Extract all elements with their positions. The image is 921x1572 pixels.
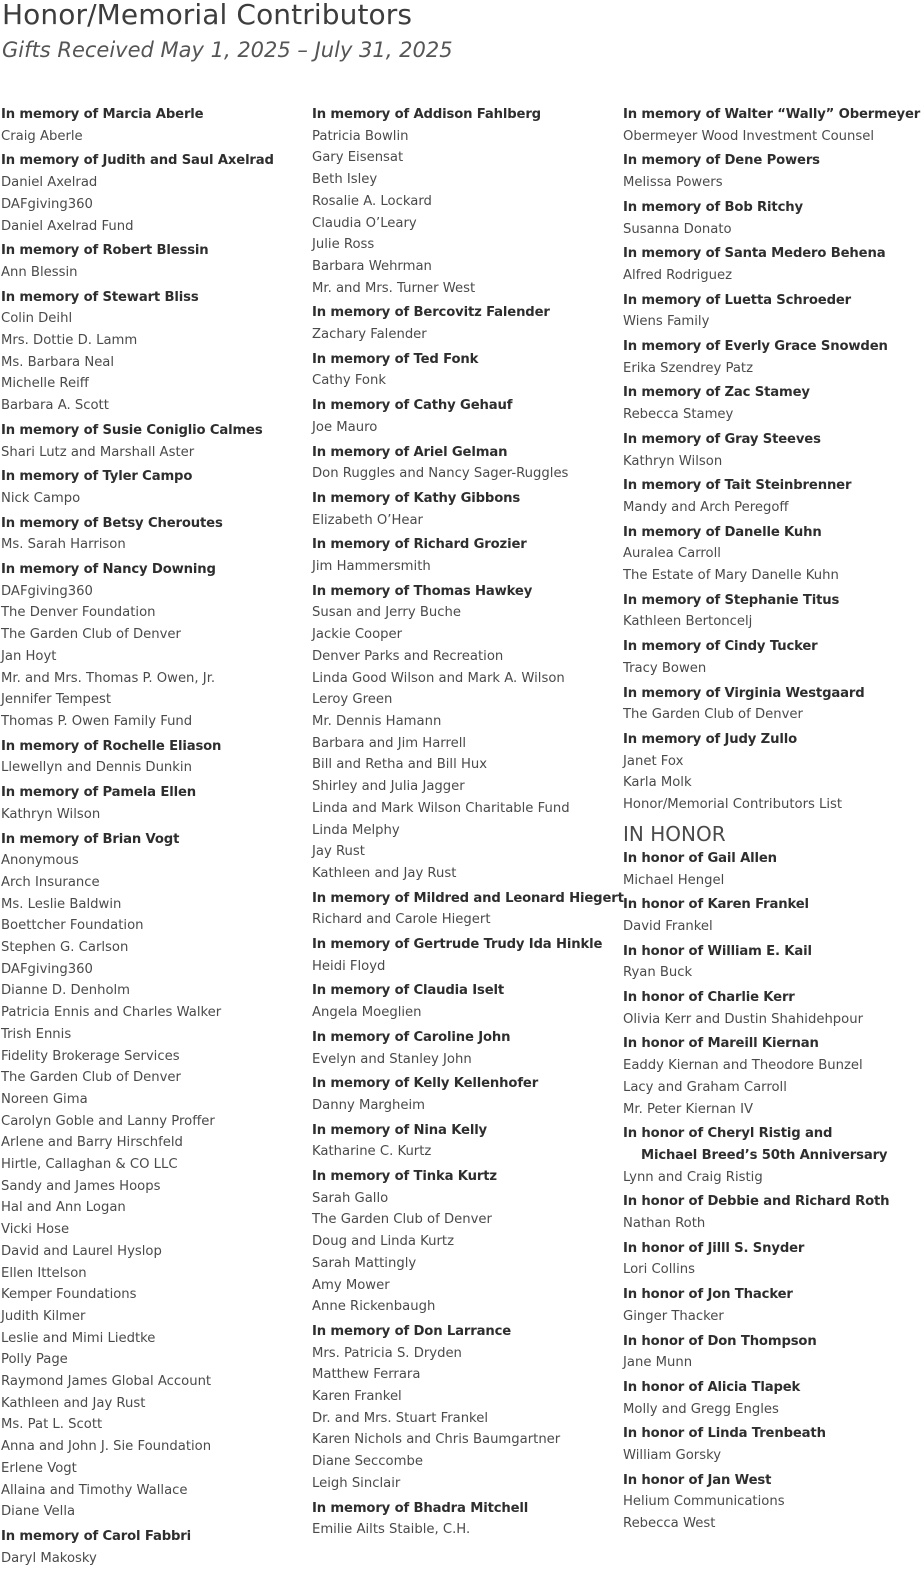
contributor-name: Honor/Memorial Contributors List	[623, 797, 843, 813]
contributor-name: Helium Communications	[623, 1494, 785, 1510]
tribute-group	[623, 1123, 921, 1188]
contributor-name: Olivia Kerr and Dustin Shahidehpour	[623, 1011, 864, 1027]
contributor-name: Beth Isley	[312, 172, 378, 188]
tribute-heading: In memory of Tyler Campo	[1, 469, 193, 485]
tribute-group	[312, 1498, 617, 1541]
tribute-group	[312, 488, 617, 531]
contributor-name: Mr. Dennis Hamann	[312, 713, 442, 729]
contributor-name: Alfred Rodriguez	[623, 267, 732, 283]
tribute-heading: In honor of William E. Kail	[623, 943, 812, 959]
contributor-name: The Denver Foundation	[1, 605, 156, 621]
contributor-name: Sarah Gallo	[312, 1190, 389, 1206]
tribute-group	[312, 302, 617, 345]
tribute-group	[312, 349, 617, 392]
tribute-heading: In memory of Claudia Iselt	[312, 983, 505, 999]
tribute-group	[623, 1470, 921, 1535]
tribute-group	[312, 1120, 617, 1163]
contributor-name: Thomas P. Owen Family Fund	[1, 713, 193, 729]
tribute-heading: In memory of Zac Stamey	[623, 385, 810, 401]
tribute-heading: In memory of Gray Steeves	[623, 431, 821, 447]
tribute-heading: In memory of Caroline John	[312, 1029, 511, 1045]
tribute-heading: In memory of Bhadra Mitchell	[312, 1500, 529, 1516]
tribute-heading: In memory of Stephanie Titus	[623, 592, 840, 608]
tribute-heading: In memory of Ariel Gelman	[312, 444, 508, 460]
tribute-group	[312, 581, 617, 885]
contributor-name: Denver Parks and Recreation	[312, 648, 504, 664]
tribute-heading: Michael Breed’s 50th Anniversary	[641, 1147, 888, 1163]
contributor-name: Ellen Ittelson	[1, 1265, 87, 1281]
tribute-heading: In memory of Marcia Aberle	[1, 107, 204, 122]
contributor-name: Kathleen and Jay Rust	[312, 865, 457, 881]
tribute-group	[623, 1423, 921, 1466]
contributor-name: Dianne D. Denholm	[1, 983, 131, 999]
contributor-name: Ginger Thacker	[623, 1308, 724, 1324]
contributor-name: Shari Lutz and Marshall Aster	[1, 444, 195, 460]
contributor-name: Kathryn Wilson	[1, 806, 101, 822]
tribute-heading: In honor of Debbie and Richard Roth	[623, 1194, 890, 1210]
contributor-name: The Garden Club of Denver	[623, 707, 803, 723]
contributor-name: Sandy and James Hoops	[1, 1178, 161, 1194]
contributor-name: Boettcher Foundation	[1, 918, 144, 934]
contributor-name: Dr. and Mrs. Stuart Frankel	[312, 1410, 489, 1426]
contributor-name: Tracy Bowen	[623, 660, 707, 676]
contributor-name: Hal and Ann Logan	[1, 1200, 126, 1216]
contributor-name: Stephen G. Carlson	[1, 940, 129, 956]
tribute-group	[1, 559, 306, 733]
contributors-column-3	[623, 104, 921, 1538]
tribute-group	[623, 429, 921, 472]
tribute-group	[623, 1033, 921, 1120]
tribute-group	[623, 941, 921, 984]
tribute-group	[623, 987, 921, 1030]
tribute-group	[1, 736, 306, 779]
contributor-name: Mr. Peter Kiernan IV	[623, 1101, 753, 1117]
tribute-heading: In memory of Brian Vogt	[1, 831, 180, 847]
contributor-name: Karla Molk	[623, 775, 692, 791]
contributor-name: Daniel Axelrad	[1, 175, 98, 191]
tribute-group	[623, 1284, 921, 1327]
contributor-name: Anonymous	[1, 853, 79, 869]
tribute-heading: In honor of Don Thompson	[623, 1333, 817, 1349]
contributor-name: Ms. Leslie Baldwin	[1, 896, 122, 912]
tribute-heading: In memory of Virginia Westgaard	[623, 685, 865, 701]
contributor-name: Raymond James Global Account	[1, 1374, 212, 1390]
contributor-name: Matthew Ferrara	[312, 1367, 421, 1383]
tribute-group	[312, 395, 617, 438]
contributor-name: Jan Hoyt	[1, 648, 57, 664]
contributor-name: Danny Margheim	[312, 1097, 425, 1113]
contributor-name: Julie Ross	[312, 237, 375, 253]
tribute-group	[623, 1331, 921, 1374]
contributor-name: Shirley and Julia Jagger	[312, 779, 465, 795]
contributor-name: Richard and Carole Hiegert	[312, 912, 491, 928]
contributor-name: Joe Mauro	[312, 419, 378, 435]
contributor-name: Kathleen and Jay Rust	[1, 1395, 146, 1411]
contributor-name: The Estate of Mary Danelle Kuhn	[623, 568, 839, 584]
tribute-group	[1, 466, 306, 509]
contributor-name: DAFgiving360	[1, 583, 93, 599]
tribute-heading: In memory of Cathy Gehauf	[312, 398, 513, 414]
contributor-name: Leroy Green	[312, 692, 393, 708]
tribute-group	[623, 1238, 921, 1281]
tribute-heading: In memory of Thomas Hawkey	[312, 583, 533, 599]
tribute-heading: In memory of Mildred and Leonard Hiegert	[312, 890, 624, 906]
tribute-heading: In memory of Everly Grace Snowden	[623, 339, 888, 355]
tribute-group	[623, 522, 921, 587]
tribute-group	[312, 980, 617, 1023]
contributor-name: Nick Campo	[1, 490, 81, 506]
contributors-column-1	[1, 104, 306, 1572]
tribute-heading: In memory of Stewart Bliss	[1, 289, 199, 305]
contributor-name: Kathleen Bertoncelj	[623, 614, 753, 630]
contributor-name: Arch Insurance	[1, 874, 100, 890]
section-heading: IN HONOR	[623, 821, 726, 846]
contributor-name: The Garden Club of Denver	[312, 1212, 492, 1228]
contributor-name: Anne Rickenbaugh	[312, 1299, 436, 1315]
contributor-name: Bill and Retha and Bill Hux	[312, 757, 488, 773]
contributor-name: Jackie Cooper	[312, 627, 403, 643]
contributor-name: Polly Page	[1, 1352, 68, 1368]
contributor-name: Leigh Sinclair	[312, 1475, 401, 1491]
contributor-name: Diane Vella	[1, 1504, 76, 1520]
contributor-name: Karen Frankel	[312, 1389, 402, 1405]
tribute-group	[312, 1073, 617, 1116]
contributor-name: Eaddy Kiernan and Theodore Bunzel	[623, 1058, 863, 1074]
tribute-heading: In honor of Linda Trenbeath	[623, 1426, 826, 1442]
contributor-name: Katharine C. Kurtz	[312, 1144, 432, 1160]
contributor-name: Ryan Buck	[623, 965, 693, 981]
tribute-heading: In honor of Alicia Tlapek	[623, 1379, 801, 1395]
tribute-heading: In honor of Jon Thacker	[623, 1287, 793, 1303]
contributor-name: Barbara A. Scott	[1, 398, 109, 414]
tribute-heading: In memory of Robert Blessin	[1, 243, 209, 259]
contributor-name: Vicki Hose	[1, 1222, 70, 1238]
tribute-group	[1, 782, 306, 825]
contributor-name: Patricia Ennis and Charles Walker	[1, 1005, 222, 1021]
contributor-name: Daryl Makosky	[1, 1550, 97, 1566]
contributor-name: Llewellyn and Dennis Dunkin	[1, 760, 192, 776]
tribute-group	[623, 848, 921, 891]
contributor-name: Trish Ennis	[1, 1026, 72, 1042]
tribute-group	[1, 150, 306, 237]
contributors-column-2	[312, 104, 624, 1544]
contributor-name: Ms. Sarah Harrison	[1, 537, 126, 553]
contributor-name: Cathy Fonk	[312, 373, 386, 389]
tribute-group	[623, 150, 921, 193]
tribute-group	[623, 1191, 921, 1234]
tribute-group	[1, 1526, 306, 1569]
tribute-group	[1, 287, 306, 417]
tribute-heading: In memory of Bob Ritchy	[623, 199, 803, 215]
contributor-name: Jay Rust	[312, 844, 365, 860]
contributor-name: Rosalie A. Lockard	[312, 193, 432, 209]
tribute-heading: In memory of Ted Fonk	[312, 351, 479, 367]
contributor-name: Angela Moeglien	[312, 1005, 422, 1021]
contributor-name: Barbara and Jim Harrell	[312, 735, 467, 751]
tribute-group	[623, 243, 921, 286]
tribute-group	[1, 420, 306, 463]
tribute-heading: In memory of Carol Fabbri	[1, 1529, 191, 1544]
contributor-name: Gary Eisensat	[312, 150, 404, 166]
tribute-heading: In honor of Jan West	[623, 1472, 772, 1488]
contributor-name: Heidi Floyd	[312, 958, 386, 974]
tribute-group	[312, 888, 624, 931]
tribute-heading: In memory of Tait Steinbrenner	[623, 478, 852, 494]
contributor-name: Rebecca West	[623, 1516, 716, 1532]
contributor-name: Emilie Ailts Staible, C.H.	[312, 1522, 471, 1538]
contributor-name: Nathan Roth	[623, 1216, 706, 1232]
contributor-name: Erika Szendrey Patz	[623, 360, 754, 376]
contributor-name: Linda Melphy	[312, 822, 400, 838]
contributor-name: Lacy and Graham Carroll	[623, 1079, 787, 1095]
contributor-name: Melissa Powers	[623, 175, 723, 191]
contributor-name: Amy Mower	[312, 1277, 390, 1293]
contributor-name: Mr. and Mrs. Thomas P. Owen, Jr.	[1, 670, 216, 686]
contributor-name: Erlene Vogt	[1, 1460, 77, 1476]
tribute-group	[312, 104, 617, 299]
contributor-name: Linda Good Wilson and Mark A. Wilson	[312, 670, 565, 686]
tribute-heading: In memory of Addison Fahlberg	[312, 107, 541, 122]
contributor-name: Mrs. Dottie D. Lamm	[1, 333, 138, 349]
contributor-name: Elizabeth O’Hear	[312, 512, 423, 528]
contributor-name: Craig Aberle	[1, 128, 83, 144]
tribute-heading: In memory of Dene Powers	[623, 153, 820, 169]
tribute-heading: In memory of Kelly Kellenhofer	[312, 1076, 539, 1092]
tribute-group	[312, 442, 617, 485]
contributor-name: Michelle Reiff	[1, 376, 89, 392]
contributor-name: Judith Kilmer	[1, 1308, 86, 1324]
contributor-name: Patricia Bowlin	[312, 128, 409, 144]
contributor-name: Molly and Gregg Engles	[623, 1401, 779, 1417]
contributor-name: Allaina and Timothy Wallace	[1, 1482, 188, 1498]
tribute-heading: In honor of Gail Allen	[623, 850, 777, 866]
contributor-name: Ms. Barbara Neal	[1, 354, 115, 370]
tribute-heading: In memory of Judy Zullo	[623, 731, 797, 747]
tribute-group	[623, 382, 921, 425]
contributor-name: Zachary Falender	[312, 327, 427, 343]
contributor-name: DAFgiving360	[1, 196, 93, 212]
tribute-group	[312, 1027, 617, 1070]
tribute-heading: In memory of Nina Kelly	[312, 1122, 488, 1138]
tribute-heading: In memory of Luetta Schroeder	[623, 292, 852, 308]
contributor-name: Wiens Family	[623, 314, 710, 330]
tribute-group	[623, 104, 921, 147]
tribute-heading: In memory of Santa Medero Behena	[623, 246, 886, 262]
tribute-group	[312, 934, 617, 977]
contributor-name: Jennifer Tempest	[1, 692, 112, 708]
tribute-group	[312, 1321, 617, 1495]
contributor-name: Arlene and Barry Hirschfeld	[1, 1135, 183, 1151]
tribute-group	[623, 197, 921, 240]
tribute-heading: In honor of Jilll S. Snyder	[623, 1240, 805, 1256]
tribute-group	[623, 683, 921, 726]
tribute-group	[312, 1166, 617, 1318]
tribute-group	[623, 729, 921, 816]
contributor-name: Ms. Pat L. Scott	[1, 1417, 103, 1433]
tribute-heading: In memory of Rochelle Eliason	[1, 738, 222, 754]
page-subtitle: Gifts Received May 1, 2025 – July 31, 2025	[2, 38, 453, 62]
contributor-name: Doug and Linda Kurtz	[312, 1234, 455, 1250]
tribute-heading: In honor of Cheryl Ristig and	[623, 1126, 833, 1142]
contributor-name: Anna and John J. Sie Foundation	[1, 1439, 212, 1455]
contributor-name: William Gorsky	[623, 1448, 722, 1464]
tribute-group	[623, 590, 921, 633]
contributor-name: Hirtle, Callaghan & CO LLC	[1, 1157, 178, 1173]
tribute-heading: In memory of Kathy Gibbons	[312, 490, 521, 506]
tribute-group	[1, 240, 306, 283]
contributor-name: Claudia O’Leary	[312, 215, 417, 231]
tribute-group	[1, 513, 306, 556]
contributor-name: Don Ruggles and Nancy Sager-Ruggles	[312, 466, 569, 482]
tribute-heading: In memory of Richard Grozier	[312, 537, 527, 553]
contributor-name: Carolyn Goble and Lanny Proffer	[1, 1113, 215, 1129]
tribute-heading: In memory of Bercovitz Falender	[312, 305, 550, 321]
contributor-name: David and Laurel Hyslop	[1, 1243, 162, 1259]
tribute-group	[623, 475, 921, 518]
contributor-name: Leslie and Mimi Liedtke	[1, 1330, 156, 1346]
contributor-name: Kemper Foundations	[1, 1287, 137, 1303]
contributor-name: Daniel Axelrad Fund	[1, 218, 134, 234]
contributor-name: Janet Fox	[623, 753, 684, 769]
tribute-heading: In honor of Karen Frankel	[623, 897, 809, 913]
contributor-name: Karen Nichols and Chris Baumgartner	[312, 1432, 561, 1448]
tribute-heading: In memory of Tinka Kurtz	[312, 1169, 497, 1185]
contributor-name: Mandy and Arch Peregoff	[623, 499, 789, 515]
contributor-name: Barbara Wehrman	[312, 258, 432, 274]
tribute-heading: In memory of Nancy Downing	[1, 562, 216, 578]
contributor-name: Fidelity Brokerage Services	[1, 1048, 180, 1064]
tribute-group	[623, 1377, 921, 1420]
contributor-name: Rebecca Stamey	[623, 407, 734, 423]
tribute-group	[623, 290, 921, 333]
contributor-name: Obermeyer Wood Investment Counsel	[623, 128, 875, 144]
tribute-heading: In honor of Charlie Kerr	[623, 990, 795, 1006]
contributor-name: Michael Hengel	[623, 872, 725, 888]
tribute-heading: In memory of Pamela Ellen	[1, 785, 196, 801]
contributor-name: The Garden Club of Denver	[1, 627, 181, 643]
contributor-name: Jim Hammersmith	[312, 559, 431, 575]
contributor-name: Colin Deihl	[1, 311, 73, 327]
contributor-name: Lori Collins	[623, 1262, 695, 1278]
contributor-name: Ann Blessin	[1, 264, 78, 280]
contributor-name: Diane Seccombe	[312, 1454, 423, 1470]
tribute-heading: In memory of Susie Coniglio Calmes	[1, 422, 263, 438]
contributor-name: Lynn and Craig Ristig	[623, 1169, 763, 1185]
tribute-heading: In memory of Don Larrance	[312, 1323, 512, 1339]
contributor-name: Sarah Mattingly	[312, 1255, 417, 1271]
tribute-heading: In memory of Cindy Tucker	[623, 639, 818, 655]
tribute-group	[1, 829, 306, 1524]
tribute-group	[312, 534, 617, 577]
contributor-name: Noreen Gima	[1, 1091, 88, 1107]
contributor-name: Auralea Carroll	[623, 546, 721, 562]
contributor-name: The Garden Club of Denver	[1, 1070, 181, 1086]
tribute-group	[623, 636, 921, 679]
contributor-name: Susan and Jerry Buche	[312, 605, 461, 621]
contributor-name: Jane Munn	[623, 1355, 693, 1371]
tribute-heading: In memory of Betsy Cheroutes	[1, 515, 223, 531]
tribute-heading: In memory of Judith and Saul Axelrad	[1, 153, 274, 169]
tribute-heading: In memory of Gertrude Trudy Ida Hinkle	[312, 937, 603, 953]
contributor-name: Kathryn Wilson	[623, 453, 723, 469]
contributor-name: Linda and Mark Wilson Charitable Fund	[312, 800, 570, 816]
contributor-name: Susanna Donato	[623, 221, 732, 237]
page-title: Honor/Memorial Contributors	[2, 0, 413, 31]
tribute-group	[623, 336, 921, 379]
contributor-name: Evelyn and Stanley John	[312, 1051, 472, 1067]
tribute-heading: In honor of Mareill Kiernan	[623, 1036, 819, 1052]
contributor-name: Mrs. Patricia S. Dryden	[312, 1345, 462, 1361]
tribute-heading: In memory of Danelle Kuhn	[623, 524, 822, 540]
contributor-name: David Frankel	[623, 918, 713, 934]
tribute-heading: In memory of Walter “Wally” Obermeyer	[623, 107, 921, 122]
contributor-name: DAFgiving360	[1, 961, 93, 977]
tribute-group	[623, 894, 921, 937]
tribute-group	[1, 104, 306, 147]
contributor-name: Mr. and Mrs. Turner West	[312, 280, 476, 296]
